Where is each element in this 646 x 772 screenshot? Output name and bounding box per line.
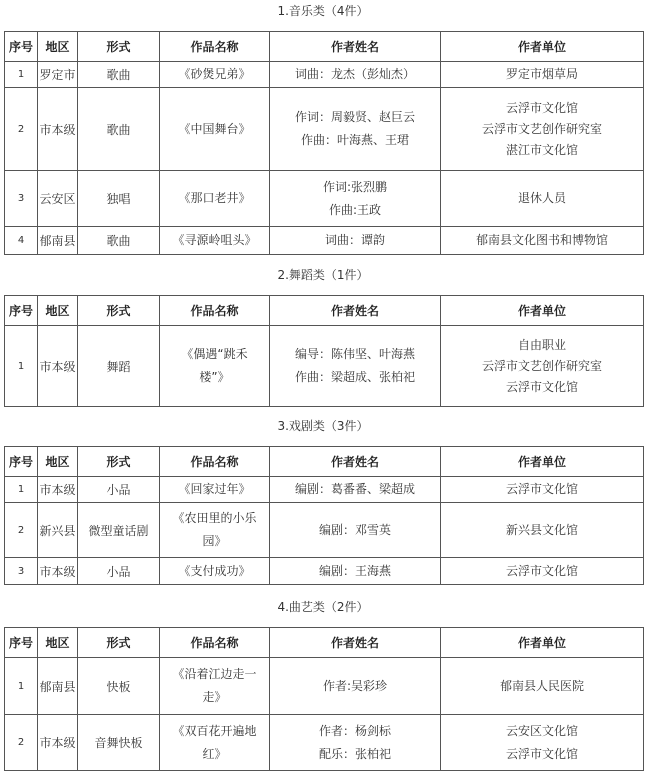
column-header-region: 地区	[38, 447, 78, 477]
cell-line: 新兴县文化馆	[505, 522, 578, 537]
column-header-author-unit: 作者单位	[441, 447, 644, 477]
category-table	[4, 446, 644, 585]
cell-line: 《中国舞台》	[178, 121, 251, 136]
cell-text: 歌曲	[106, 122, 131, 137]
cell-region	[38, 326, 78, 407]
column-header-author-unit: 作者单位	[441, 296, 644, 326]
column-header-work-title: 作品名称	[160, 296, 270, 326]
cell-line: 作曲：梁超成、张柏祀	[294, 370, 415, 384]
cell-text: 1	[17, 680, 25, 692]
cell-author-unit	[441, 477, 644, 503]
cell-line: 云浮市文化馆	[505, 379, 578, 394]
column-header-author-unit: 作者单位	[441, 32, 644, 62]
column-header-author-names: 作者姓名	[270, 296, 441, 326]
cell-line: 《农田里的小乐	[172, 511, 257, 525]
cell-author-names	[270, 326, 441, 407]
cell-text: 快板	[106, 679, 131, 694]
column-header-work-title: 作品名称	[160, 628, 270, 658]
column-header-author-names: 作者姓名	[270, 447, 441, 477]
cell-form	[78, 227, 160, 255]
cell-line: 编剧：王海燕	[318, 563, 391, 578]
cell-index	[5, 715, 38, 771]
column-header-region: 地区	[38, 32, 78, 62]
cell-author-unit	[441, 171, 644, 227]
category-table	[4, 31, 644, 255]
cell-form	[78, 88, 160, 171]
cell-text: 微型童话剧	[88, 523, 149, 538]
table-row	[5, 326, 644, 407]
cell-author-unit	[441, 326, 644, 407]
column-header-index: 序号	[5, 628, 38, 658]
category-title: 4.曲艺类（2件）	[277, 600, 369, 614]
cell-line: 作词：周毅贤、赵巨云	[294, 110, 415, 124]
cell-work-title	[160, 171, 270, 227]
cell-line: 自由职业	[517, 337, 566, 352]
table-body	[5, 658, 644, 771]
table-row	[5, 171, 644, 227]
cell-line: 郁南县文化图书和博物馆	[475, 233, 608, 247]
cell-line: 云浮市文化馆	[505, 563, 578, 578]
cell-text: 3	[17, 193, 25, 204]
cell-line: 走》	[202, 690, 227, 704]
column-header-form: 形式	[78, 32, 160, 62]
table-header	[5, 32, 644, 62]
cell-line: 《回家过年》	[178, 482, 251, 496]
cell-author-unit	[441, 62, 644, 88]
cell-line: 作曲:王政	[328, 202, 382, 217]
cell-line: 作者:吴彩珍	[322, 678, 388, 693]
cell-index	[5, 88, 38, 171]
cell-line: 词曲：龙杰（彭灿杰）	[294, 67, 415, 81]
cell-line: 《寻源岭咀头》	[172, 233, 257, 247]
cell-author-names	[270, 715, 441, 771]
header-row	[5, 628, 644, 658]
cell-text: 1	[17, 360, 25, 372]
cell-work-title	[160, 88, 270, 171]
column-header-index: 序号	[5, 32, 38, 62]
cell-author-unit	[441, 558, 644, 585]
cell-work-title	[160, 227, 270, 255]
cell-text: 罗定市	[39, 68, 76, 82]
table-row	[5, 658, 644, 715]
table-header	[5, 628, 644, 658]
cell-author-unit	[441, 658, 644, 715]
cell-line: 罗定市烟草局	[505, 67, 578, 81]
cell-index	[5, 171, 38, 227]
column-header-form: 形式	[78, 296, 160, 326]
cell-index	[5, 658, 38, 715]
cell-text: 郁南县	[39, 234, 76, 248]
table-row	[5, 477, 644, 503]
table-body	[5, 477, 644, 585]
cell-region	[38, 715, 78, 771]
table-row	[5, 62, 644, 88]
table-row	[5, 558, 644, 585]
category-table	[4, 627, 644, 771]
cell-line: 《砂煲兄弟》	[178, 67, 251, 81]
column-header-form: 形式	[78, 628, 160, 658]
cell-text: 歌曲	[106, 68, 131, 82]
category-title: 3.戏剧类（3件）	[277, 419, 369, 433]
column-header-author-names: 作者姓名	[270, 32, 441, 62]
cell-line: 云浮市文艺创作研究室	[481, 121, 602, 136]
table-body	[5, 326, 644, 407]
cell-line: 词曲：谭韵	[324, 233, 385, 247]
column-header-author-names: 作者姓名	[270, 628, 441, 658]
header-row	[5, 447, 644, 477]
column-header-author-unit: 作者单位	[441, 628, 644, 658]
table-header	[5, 296, 644, 326]
cell-line: 楼”》	[199, 370, 230, 384]
cell-line: 云浮市文艺创作研究室	[481, 358, 602, 373]
cell-text: 2	[17, 524, 25, 536]
cell-author-unit	[441, 88, 644, 171]
cell-line: 作词:张烈鹏	[322, 179, 388, 194]
cell-author-names	[270, 558, 441, 585]
cell-region	[38, 88, 78, 171]
cell-line: 作者：杨剑标	[318, 723, 391, 738]
table-body	[5, 62, 644, 255]
cell-author-unit	[441, 715, 644, 771]
cell-text: 2	[17, 123, 25, 135]
cell-author-names	[270, 503, 441, 558]
cell-index	[5, 477, 38, 503]
header-row	[5, 296, 644, 326]
cell-form	[78, 62, 160, 88]
cell-line: 退休人员	[517, 191, 566, 205]
cell-author-unit	[441, 503, 644, 558]
table-row	[5, 88, 644, 171]
cell-line: 湛江市文化馆	[505, 142, 578, 157]
cell-line: 云浮市文化馆	[505, 100, 578, 115]
cell-author-names	[270, 171, 441, 227]
cell-author-names	[270, 477, 441, 503]
cell-line: 《支付成功》	[178, 563, 251, 578]
table-header	[5, 447, 644, 477]
cell-form	[78, 558, 160, 585]
cell-form	[78, 658, 160, 715]
cell-index	[5, 62, 38, 88]
cell-text: 市本级	[39, 483, 76, 497]
cell-author-names	[270, 88, 441, 171]
cell-text: 舞蹈	[106, 359, 131, 374]
cell-work-title	[160, 477, 270, 503]
cell-text: 1	[17, 69, 25, 80]
cell-line: 云安区文化馆	[505, 723, 578, 738]
category-title: 2.舞蹈类（1件）	[277, 268, 369, 282]
cell-line: 配乐：张柏祀	[318, 746, 391, 761]
cell-text: 音舞快板	[94, 736, 143, 750]
category-table	[4, 295, 644, 407]
table-row	[5, 227, 644, 255]
cell-index	[5, 558, 38, 585]
cell-text: 郁南县	[39, 679, 76, 694]
cell-line: 《沿着江边走一	[172, 667, 257, 681]
cell-text: 3	[17, 565, 25, 577]
cell-text: 独唱	[106, 192, 131, 206]
cell-index	[5, 227, 38, 255]
column-header-region: 地区	[38, 628, 78, 658]
cell-region	[38, 62, 78, 88]
cell-form	[78, 477, 160, 503]
cell-region	[38, 658, 78, 715]
cell-region	[38, 227, 78, 255]
cell-line: 云浮市文化馆	[505, 746, 578, 761]
cell-text: 小品	[106, 483, 131, 497]
cell-line: 作曲：叶海燕、王珺	[300, 133, 409, 147]
cell-work-title	[160, 715, 270, 771]
cell-line: 编剧：葛番番、梁超成	[294, 482, 415, 496]
cell-work-title	[160, 326, 270, 407]
column-header-index: 序号	[5, 447, 38, 477]
cell-form	[78, 171, 160, 227]
column-header-index: 序号	[5, 296, 38, 326]
cell-line: 编剧：邓雪英	[318, 522, 391, 537]
cell-author-unit	[441, 227, 644, 255]
cell-text: 市本级	[39, 736, 76, 750]
cell-form	[78, 326, 160, 407]
cell-region	[38, 558, 78, 585]
cell-author-names	[270, 227, 441, 255]
cell-form	[78, 715, 160, 771]
column-header-work-title: 作品名称	[160, 32, 270, 62]
cell-text: 2	[17, 737, 25, 748]
cell-region	[38, 477, 78, 503]
cell-line: 郁南县人民医院	[499, 678, 584, 693]
cell-index	[5, 326, 38, 407]
cell-index	[5, 503, 38, 558]
cell-author-names	[270, 62, 441, 88]
cell-text: 市本级	[39, 122, 76, 137]
cell-text: 市本级	[39, 359, 76, 374]
cell-text: 市本级	[39, 564, 76, 579]
cell-text: 4	[17, 235, 25, 246]
header-row	[5, 32, 644, 62]
cell-text: 小品	[106, 564, 131, 579]
cell-form	[78, 503, 160, 558]
cell-line: 编导：陈伟坚、叶海燕	[294, 347, 415, 361]
cell-work-title	[160, 62, 270, 88]
cell-work-title	[160, 503, 270, 558]
cell-line: 云浮市文化馆	[505, 482, 578, 496]
cell-line: 园》	[202, 534, 227, 548]
cell-text: 1	[17, 484, 25, 495]
cell-work-title	[160, 558, 270, 585]
cell-region	[38, 503, 78, 558]
column-header-form: 形式	[78, 447, 160, 477]
category-title: 1.音乐类（4件）	[277, 4, 369, 18]
column-header-region: 地区	[38, 296, 78, 326]
cell-work-title	[160, 658, 270, 715]
cell-author-names	[270, 658, 441, 715]
cell-line: 《偶遇“跳禾	[181, 347, 248, 361]
column-header-work-title: 作品名称	[160, 447, 270, 477]
cell-line: 《双百花开遍地	[172, 723, 257, 738]
cell-line: 红》	[202, 746, 227, 761]
table-row	[5, 715, 644, 771]
cell-region	[38, 171, 78, 227]
table-row	[5, 503, 644, 558]
cell-text: 歌曲	[106, 234, 131, 248]
cell-text: 云安区	[39, 192, 76, 206]
cell-line: 《那口老井》	[178, 191, 251, 205]
cell-text: 新兴县	[39, 523, 76, 538]
